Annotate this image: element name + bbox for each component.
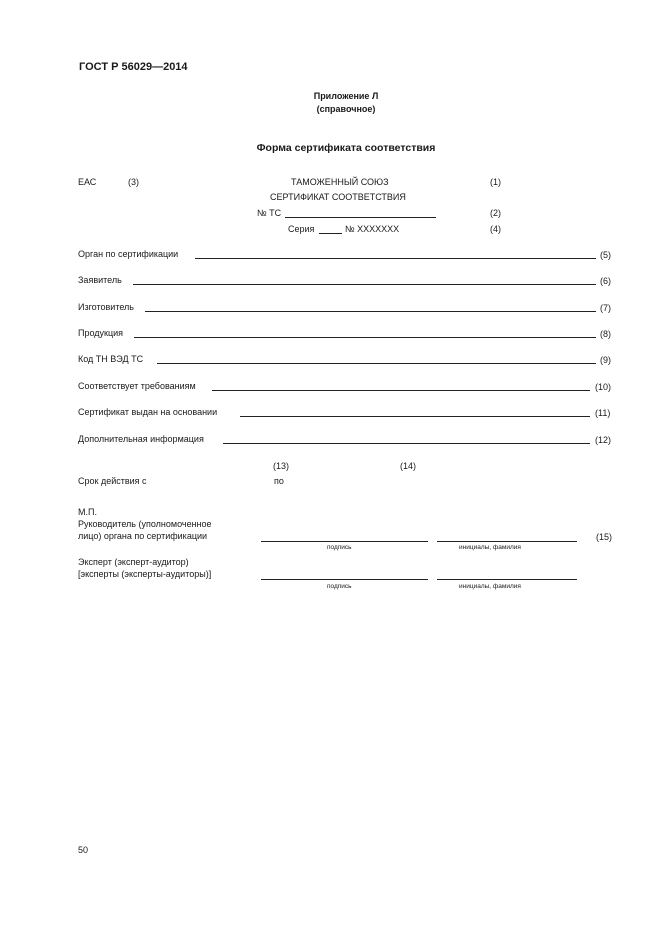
field-ref: (5) xyxy=(600,250,611,260)
field-label: Сертификат выдан на основании xyxy=(78,407,218,417)
field-line xyxy=(195,258,596,259)
seal-label: М.П. xyxy=(78,507,97,517)
certificate-title: СЕРТИФИКАТ СООТВЕТСТВИЯ xyxy=(270,192,406,202)
standard-code: ГОСТ Р 56029—2014 xyxy=(79,61,188,73)
head-ref: (15) xyxy=(596,532,613,542)
field-ref: (11) xyxy=(595,408,611,418)
appendix-note: (справочное) xyxy=(316,104,376,114)
page-number: 50 xyxy=(78,845,89,855)
head-label-line2: лицо) органа по сертификации xyxy=(78,531,208,541)
number-ref: (2) xyxy=(490,208,501,218)
number-label: № ТС xyxy=(257,208,282,218)
validity-from-ref: (13) xyxy=(273,461,290,471)
union-ref: (1) xyxy=(490,177,501,187)
expert-label-line1: Эксперт (эксперт-аудитор) xyxy=(78,557,189,567)
expert-signature-caption: подпись xyxy=(327,583,352,590)
field-label: Изготовитель xyxy=(78,302,134,312)
customs-union: ТАМОЖЕННЫЙ СОЮЗ xyxy=(291,177,389,187)
head-signature-line xyxy=(261,541,428,542)
validity-to-label: по xyxy=(274,476,284,486)
head-name-caption: инициалы, фамилия xyxy=(459,544,521,551)
field-line xyxy=(212,390,590,391)
expert-name-caption: инициалы, фамилия xyxy=(459,583,521,590)
mark-ref: (3) xyxy=(128,177,139,187)
expert-name-line xyxy=(437,579,577,580)
series-number: № ХХХХХХХ xyxy=(345,224,400,234)
head-name-line xyxy=(437,541,577,542)
field-line xyxy=(133,284,596,285)
validity-label: Срок действия с xyxy=(78,476,147,486)
field-label: Орган по сертификации xyxy=(78,249,179,259)
form-title: Форма сертификата соответствия xyxy=(256,142,436,154)
series-line xyxy=(319,233,342,234)
series-ref: (4) xyxy=(490,224,501,234)
field-line xyxy=(145,311,596,312)
appendix-title: Приложение Л xyxy=(313,91,379,101)
head-signature-caption: подпись xyxy=(327,544,352,551)
field-ref: (9) xyxy=(600,355,611,365)
field-label: Дополнительная информация xyxy=(78,434,204,444)
field-label: Заявитель xyxy=(78,275,122,285)
field-label: Код ТН ВЭД ТС xyxy=(78,354,144,364)
field-line xyxy=(157,363,596,364)
expert-signature-line xyxy=(261,579,428,580)
expert-label-line2: [эксперты (эксперты-аудиторы)] xyxy=(78,569,212,579)
field-line xyxy=(134,337,596,338)
field-label: Соответствует требованиям xyxy=(78,381,196,391)
field-ref: (6) xyxy=(600,276,611,286)
number-line xyxy=(285,217,436,218)
field-label: Продукция xyxy=(78,328,124,338)
field-line xyxy=(223,443,590,444)
field-line xyxy=(240,416,590,417)
field-ref: (10) xyxy=(595,382,612,392)
field-ref: (7) xyxy=(600,303,611,313)
eac-mark: ЕАС xyxy=(78,177,97,187)
validity-to-ref: (14) xyxy=(400,461,417,471)
field-ref: (12) xyxy=(595,435,612,445)
series-label: Серия xyxy=(288,224,315,234)
field-ref: (8) xyxy=(600,329,611,339)
head-label-line1: Руководитель (уполномоченное xyxy=(78,519,212,529)
